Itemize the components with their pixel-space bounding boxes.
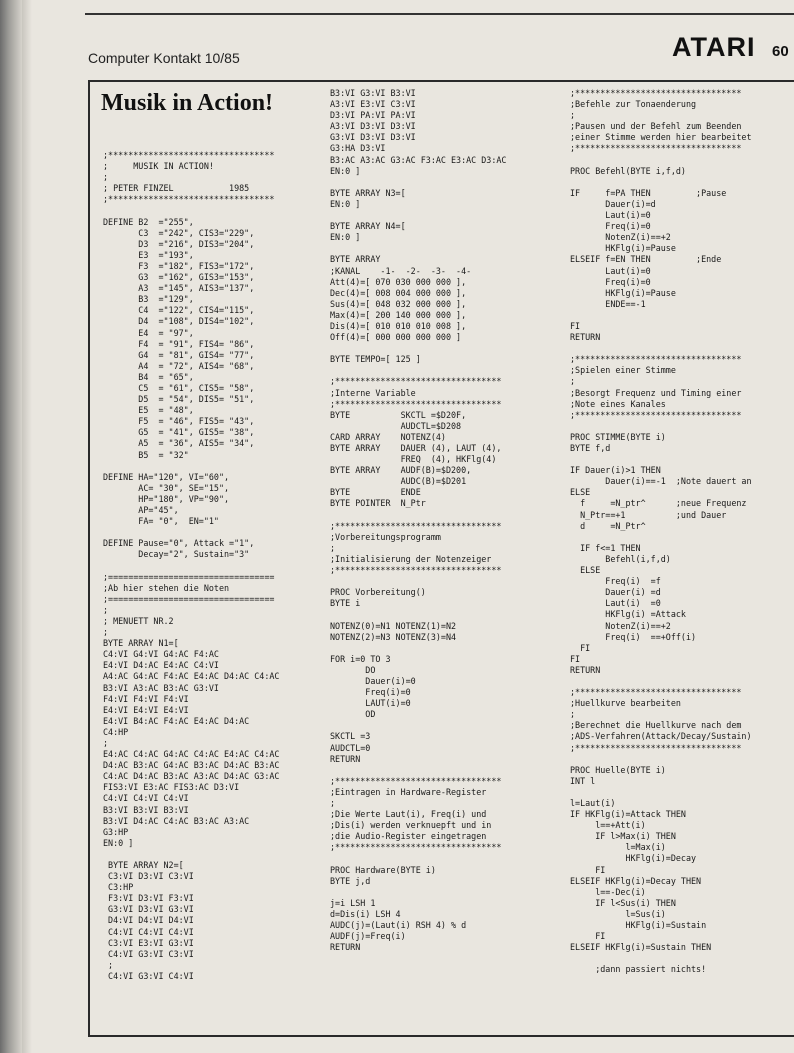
listing-column-1: ;********************************* ; MUSIK IN ACTION! ; ; PETER FINZEL 1985 ;********************************* DEFINE B2 ="255", C3 ="242", CIS3="229", D3 ="216", DIS3="204", E3 ="193", F3 ="182", FIS3="172", G3 ="162", GIS3="153", A3 ="145", AIS3="137", B3 ="129", C4 ="122", CIS4="115", D4 ="108", DIS4="102", E4 = "97", F4 = "91", FIS4= "86", G4 = "81", GIS4= "77", A4 = "72", AIS4= "68", B4 = "65", C5 = "61", CIS5= "58", D5 = "54", DIS5= "51", E5 = "48", F5 = "46", FIS5= "43", G5 = "41", GIS5= "38", A5 = "36", AIS5= "34", B5 = "32" DEFINE HA="120", VI="60", AC= "30", SE="15", HP="180", VP="90", AP="45", FA= "0", EN="1" DEFINE Pause="0", Attack ="1", Decay="2", Sustain="3" ;================================= ;Ab hier stehen die Noten ;================================= ; ; MENUETT NR.2 ; BYTE ARRAY N1=[ C4:VI G4:VI G4:AC F4:AC E4:VI D4:AC E4:AC C4:VI A4:AC G4:AC F4:AC E4:AC D4:AC C4:AC B3:VI A3:AC B3:AC G3:VI F4:VI F4:VI F4:VI E4:VI E4:VI E4:VI E4:VI B4:AC F4:AC E4:AC D4:AC C4:HP ; E4:AC C4:AC G4:AC C4:AC E4:AC C4:AC D4:AC B3:AC G4:AC B3:AC D4:AC B3:AC C4:AC D4:AC B3:AC A3:AC D4:AC G3:AC FIS3:VI E3:AC FIS3:AC D3:VI C4:VI C4:VI C4:VI B3:VI B3:VI B3:VI B3:VI D4:AC C4:AC B3:AC A3:AC G3:HP EN:0 ] BYTE ARRAY N2=[ C3:VI D3:VI C3:VI C3:HP F3:VI D3:VI F3:VI G3:VI D3:VI G3:VI D4:VI D4:VI D4:VI C4:VI C4:VI C4:VI C3:VI E3:VI G3:VI C4:VI G3:VI C3:VI ; C4:VI G3:VI C4:VI: [103, 150, 280, 981]
page-binding-shadow: [22, 0, 32, 1053]
magazine-issue: Computer Kontakt 10/85: [88, 50, 240, 66]
brand-logo: ATARI: [672, 32, 756, 62]
listing-column-3: ;********************************* ;Befehle zur Tonaenderung ; ;Pausen und der Befehl zum Beenden ;einer Stimme werden hier bearbeitet ;********************************* PROC Befehl(BYTE i,f,d) IF f=PA THEN ;Pause Dauer(i)=d Laut(i)=0 Freq(i)=0 NotenZ(i)==+2 HKFlg(i)=Pause ELSEIF f=EN THEN ;Ende Laut(i)=0 Freq(i)=0 HKFlg(i)=Pause ENDE==-1 FI RETURN ;********************************* ;Spielen einer Stimme ; ;Besorgt Frequenz und Timing einer ;Note eines Kanales ;********************************* PROC STIMME(BYTE i) BYTE f,d IF Dauer(i)>1 THEN Dauer(i)==-1 ;Note dauert an ELSE f =N_ptr^ ;neue Frequenz N_Ptr==+1 ;und Dauer d =N_Ptr^ IF f<=1 THEN Befehl(i,f,d) ELSE Freq(i) =f Dauer(i) =d Laut(i) =0 HKFlg(i) =Attack NotenZ(i)==+2 Freq(i) ==+Off(i) FI FI RETURN ;********************************* ;Huellkurve bearbeiten ; ;Berechnet die Huellkurve nach dem ;ADS-Verfahren(Attack/Decay/Sustain) ;********************************* PROC Huelle(BYTE i) INT l l=Laut(i) IF HKFlg(i)=Attack THEN l==+Att(i) IF l>Max(i) THEN l=Max(i) HKFlg(i)=Decay FI ELSEIF HKFlg(i)=Decay THEN l==-Dec(i) IF l<Sus(i) THEN l=Sus(i) HKFlg(i)=Sustain FI ELSEIF HKFlg(i)=Sustain THEN ;dann passiert nichts!: [570, 88, 752, 975]
page-binding-edge: [0, 0, 22, 1053]
article-title: Musik in Action!: [101, 90, 274, 116]
header-rule: [85, 13, 794, 15]
page-number: 60: [772, 43, 789, 60]
listing-column-2: B3:VI G3:VI B3:VI A3:VI E3:VI C3:VI D3:VI PA:VI PA:VI A3:VI D3:VI D3:VI G3:VI D3:VI D3:VI G3:HA D3:VI B3:AC A3:AC G3:AC F3:AC E3:AC D3:AC EN:0 ] BYTE ARRAY N3=[ EN:0 ] BYTE ARRAY N4=[ EN:0 ] BYTE ARRAY ;KANAL -1- -2- -3- -4- Att(4)=[ 070 030 000 000 ], Dec(4)=[ 008 004 000 000 ], Sus(4)=[ 048 032 000 000 ], Max(4)=[ 200 140 000 000 ], Dis(4)=[ 010 010 010 008 ], Off(4)=[ 000 000 000 000 ] BYTE TEMPO=[ 125 ] ;********************************* ;Interne Variable ;********************************* BYTE SKCTL =$D20F, AUDCTL=$D208 CARD ARRAY NOTENZ(4) BYTE ARRAY DAUER (4), LAUT (4), FREQ (4), HKFlg(4) BYTE ARRAY AUDF(B)=$D200, AUDC(B)=$D201 BYTE ENDE BYTE POINTER N_Ptr ;********************************* ;Vorbereitungsprogramm ; ;Initialisierung der Notenzeiger ;********************************* PROC Vorbereitung() BYTE i NOTENZ(0)=N1 NOTENZ(1)=N2 NOTENZ(2)=N3 NOTENZ(3)=N4 FOR i=0 TO 3 DO Dauer(i)=0 Freq(i)=0 LAUT(i)=0 OD SKCTL =3 AUDCTL=0 RETURN ;********************************* ;Eintragen in Hardware-Register ; ;Die Werte Laut(i), Freq(i) und ;Dis(i) werden verknuepft und in ;die Audio-Register eingetragen ;********************************* PROC Hardware(BYTE i) BYTE j,d j=i LSH 1 d=Dis(i) LSH 4 AUDC(j)=(Laut(i) RSH 4) % d AUDF(j)=Freq(i) RETURN: [330, 88, 507, 953]
